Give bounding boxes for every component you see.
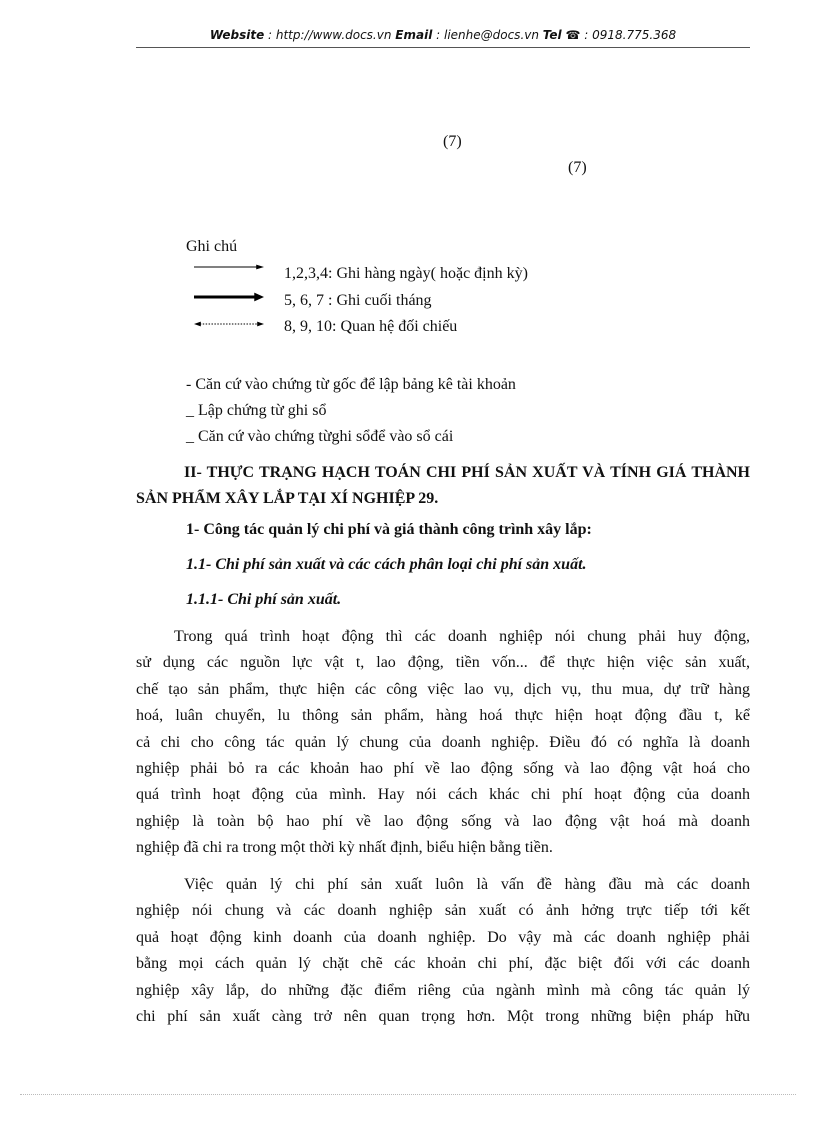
text-line: cả chi cho công tác quản lý chung của doanh nghiệp. Điều đó có nghĩa là doanh <box>136 733 750 751</box>
text-line: nghiệp là toàn bộ hao phí về lao động sống và lao động vật hoá mà doanh <box>136 812 750 830</box>
tel-label: Tel <box>542 28 562 42</box>
text-line: hoá, luân chuyển, lu thông sản phẩm, hàng hoá thực hiện hoạt động đầu t, kể <box>136 707 750 725</box>
procedure-list <box>186 372 516 450</box>
footer-divider <box>20 1094 796 1095</box>
email-value: : lienhe@docs.vn <box>432 28 543 42</box>
list-item: _ Lập chứng từ ghi sổ <box>186 402 327 419</box>
legend-label-reconcile: 8, 9, 10: Quan hệ đối chiếu <box>284 318 458 335</box>
text-line: nghiệp nói chung và các doanh nghiệp sản xuất có ảnh hởng trực tiếp tới kết <box>136 902 750 920</box>
paragraph-cost-definition <box>136 624 750 862</box>
website-label: Website <box>209 28 265 42</box>
telephone-icon: ☎ <box>565 28 581 42</box>
subheading-1-1-1: 1.1.1- Chi phí sản xuất. <box>186 591 342 608</box>
legend-label-monthly: 5, 6, 7 : Ghi cuối tháng <box>284 292 432 309</box>
text-line: nghiệp đã chi ra trong một thời kỳ nhất định, biểu hiện bằng tiền. <box>136 839 553 857</box>
paragraph-cost-management <box>136 872 750 1030</box>
tel-value: : 0918.775.368 <box>580 28 677 42</box>
list-item: _ Căn cứ vào chứng từghi sổđể vào sổ cái <box>186 428 454 445</box>
header-divider <box>136 47 750 48</box>
email-label: Email <box>395 28 433 42</box>
legend-label-daily: 1,2,3,4: Ghi hàng ngày( hoặc định kỳ) <box>284 265 528 282</box>
text-line: Trong quá trình hoạt động thì các doanh nghiệp nói chung phải huy động, <box>174 628 750 645</box>
website-value: : http://www.docs.vn <box>264 28 396 42</box>
section-heading: II- THỰC TRẠNG HẠCH TOÁN CHI PHÍ SẢN XUẤT VÀ TÍNH GIÁ THÀNH SẢN PHẨM XÂY LẮP TẠI XÍ NGHIỆP 29. <box>136 464 750 507</box>
diagram-ref-b: (7) <box>568 159 587 176</box>
text-line: quả hoạt động kinh doanh của doanh nghiệp. Do vậy mà các doanh nghiệp phải <box>136 928 750 946</box>
subheading-1-1: 1.1- Chi phí sản xuất và các cách phân loại chi phí sản xuất. <box>186 556 587 573</box>
subheading-1: 1- Công tác quản lý chi phí và giá thành công trình xây lắp: <box>186 521 592 538</box>
text-line: chế tạo sản phẩm, thực hiện các công việc lao vụ, dịch vụ, thu mua, dự trữ hàng <box>136 680 750 698</box>
list-item: - Căn cứ vào chứng từ gốc để lập bảng kê tài khoản <box>186 376 516 393</box>
text-line: sử dụng các nguồn lực vật t, lao động, tiền vốn... để thực hiện việc sản xuất, <box>136 654 750 672</box>
text-line: chi phí sản xuất càng trở nên quan trọng hơn. Một trong những biện pháp hữu <box>136 1008 750 1026</box>
diagram-ref-a: (7) <box>443 133 462 150</box>
text-line: nghiệp phải bỏ ra các khoản hao phí về lao động sống và lao động vật hoá cho <box>136 760 750 778</box>
dotted-double-arrow-icon <box>194 320 264 328</box>
legend-title: Ghi chú <box>186 238 238 255</box>
thin-arrow-icon <box>194 263 264 271</box>
text-line: quá trình hoạt động của mình. Hay nói cách khác chi phí hoạt động của doanh <box>136 786 750 804</box>
text-line: Việc quản lý chi phí sản xuất luôn là vấn đề hàng đầu mà các doanh <box>184 876 750 893</box>
thick-arrow-icon <box>194 292 264 302</box>
text-line: bằng mọi cách quản lý chặt chẽ các khoản chi phí, đặc biệt đối với các doanh <box>136 955 750 973</box>
page-header <box>136 28 750 42</box>
text-line: nghiệp xây lắp, do những đặc điểm riêng của ngành mình mà công tác quản lý <box>136 981 750 999</box>
